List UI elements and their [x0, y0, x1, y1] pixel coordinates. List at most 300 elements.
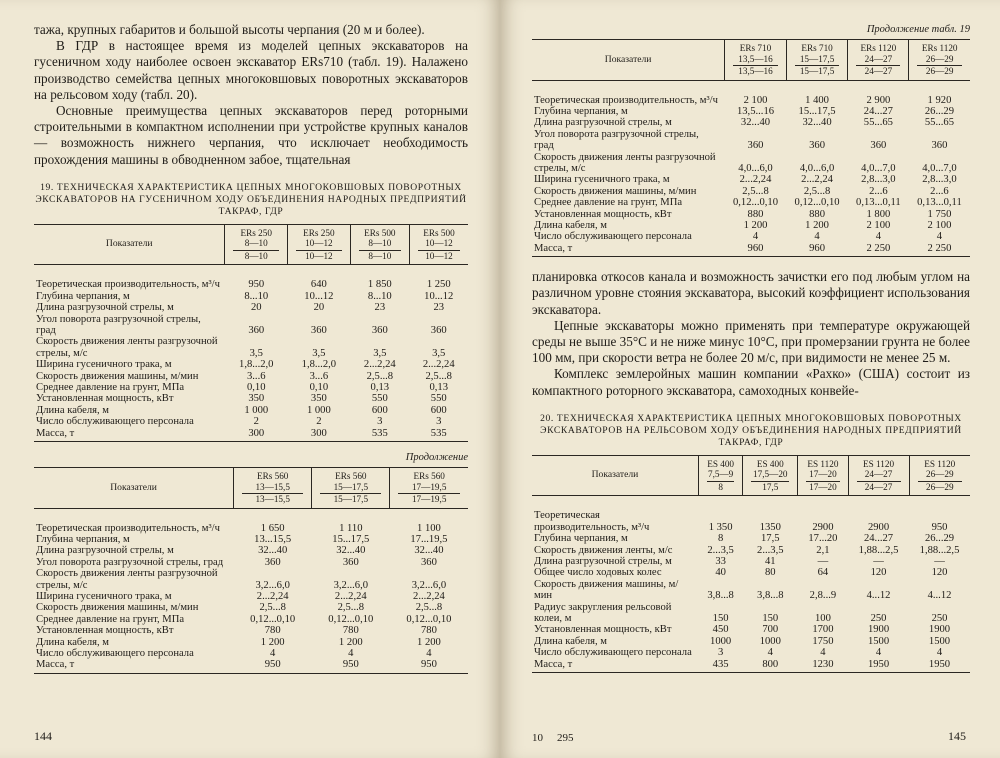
table-row	[34, 416, 468, 427]
cell-value: 4	[348, 647, 354, 659]
cell-value: 3,5	[432, 347, 446, 359]
row-label: Установленная мощность, кВт	[534, 208, 672, 220]
cell-value: 780	[420, 625, 437, 637]
cell-value: 1 200	[338, 636, 363, 648]
column-header	[909, 455, 970, 496]
table-row	[532, 152, 970, 175]
column-range-bottom: 24—27	[864, 66, 893, 76]
cell-value: 1 650	[260, 522, 285, 534]
cell-value: 0,13	[370, 381, 390, 393]
cell-value: 1 000	[244, 404, 269, 416]
cell-value: 250	[870, 612, 887, 624]
cell-value: 2 100	[866, 219, 891, 231]
row-label: Ширина гусеничного трака, м	[534, 174, 670, 186]
cell-value: 3,8...8	[757, 590, 784, 602]
column-model: ERs 560	[413, 471, 445, 482]
cell-value: 17...20	[808, 533, 838, 545]
column-header	[848, 40, 909, 81]
cell-value: 4...12	[866, 590, 891, 602]
cell-value: 150	[712, 612, 729, 624]
cell-value: 2...2,24	[801, 174, 833, 186]
cell-value: 2 900	[866, 94, 891, 106]
column-range-bottom: 26—29	[925, 66, 954, 76]
cell-value: 40	[715, 567, 726, 579]
table-row	[34, 302, 468, 313]
table-row	[532, 636, 970, 647]
column-range-top: 10—12	[425, 238, 453, 249]
row-label: Глубина черпания, м	[36, 533, 130, 545]
table-row	[532, 602, 970, 625]
table-row	[532, 545, 970, 556]
cell-value: 1,88...2,5	[919, 544, 960, 556]
table-20-caption: 20. ТЕХНИЧЕСКАЯ ХАРАКТЕРИСТИКА ЦЕПНЫХ МНОГОКОВШОВЫХ ПОВОРОТНЫХ ЭКСКАВАТОРОВ НА РЕЛЬСОВОМ ХОДУ ОБЪЕДИНЕНИЯ НАРОДНЫХ ПРЕДПРИЯТИЙ ТАКРАФ, ГДР	[540, 412, 962, 448]
column-range-top: 26—29	[925, 469, 954, 480]
cell-value: 3...6	[246, 370, 266, 382]
cell-value: 360	[264, 556, 281, 568]
column-range-top: 26—29	[925, 53, 954, 64]
cell-value: 360	[248, 324, 265, 336]
table-row	[34, 614, 468, 625]
cell-value: 23	[374, 302, 386, 314]
column-model: ERs 1120	[921, 43, 958, 53]
cell-value: 1350	[759, 521, 781, 533]
table-row	[532, 647, 970, 658]
cell-value: 100	[814, 612, 831, 624]
column-header	[798, 455, 848, 496]
column-header	[312, 468, 390, 509]
row-label: Скорость движения машины, м/мин	[36, 602, 199, 614]
cell-value: 550	[371, 393, 388, 405]
cell-value: 1 920	[927, 94, 952, 106]
column-range-bottom: 15—17,5	[333, 494, 369, 505]
row-label: Масса, т	[34, 428, 225, 442]
cell-value: 150	[762, 612, 779, 624]
cell-value: 13,5...16	[736, 105, 775, 117]
cell-value: 1900	[867, 624, 890, 636]
cell-value: 8...10	[367, 290, 392, 302]
column-model: ES 1120	[807, 458, 839, 469]
right-paragraph-1: планировка откосов канала и возможность зачистки его под любым углом на различном уровне стояния экскаватора, высокий коэффициент использования экскаватора.	[532, 269, 970, 317]
cell-value: 24...27	[863, 105, 893, 117]
cell-value: 3,5	[249, 347, 263, 359]
cell-value: 1 350	[708, 521, 733, 533]
cell-value: 2,5...8	[415, 602, 443, 614]
cell-value: 4	[270, 647, 276, 659]
column-header	[909, 40, 970, 81]
cell-value: 360	[310, 324, 327, 336]
row-label: Установленная мощность, кВт	[36, 625, 174, 637]
cell-value: 0,12...0,10	[328, 613, 374, 625]
cell-value: 435	[698, 659, 742, 673]
cell-value: 120	[870, 567, 887, 579]
cell-value: 17...19,5	[410, 533, 448, 545]
table-row	[532, 556, 970, 567]
column-range-top: 13,5—16	[738, 53, 773, 64]
cell-value: 4	[875, 231, 882, 243]
row-label: Установленная мощность, кВт	[534, 624, 672, 636]
cell-value: 3,2...6,0	[255, 579, 290, 591]
table-row	[532, 231, 970, 242]
row-label: Среднее давление на грунт, МПа	[36, 613, 185, 625]
column-model: ES 1120	[924, 458, 956, 469]
table-row	[532, 186, 970, 197]
indicator-header: Показатели	[34, 224, 225, 265]
row-label: Длина кабеля, м	[534, 635, 608, 647]
cell-value: 1 250	[426, 279, 451, 291]
cell-value: 4	[875, 647, 882, 659]
column-range-bottom: 8—10	[368, 250, 392, 261]
table-row	[34, 405, 468, 416]
column-range-bottom: 13,5—16	[738, 66, 773, 76]
cell-value: —	[873, 555, 884, 567]
cell-value: 0,10	[309, 381, 329, 393]
cell-value: 960	[725, 243, 787, 257]
left-paragraph-2: В ГДР в настоящее время из моделей цепных экскаваторов на гусеничном ходу наиболее освоен экскаватор ERs710 (табл. 19). Налажено производство семейства цепных многоковшовых поворотных экскаваторов на рельсовом ходу (табл. 20).	[34, 38, 468, 102]
table-19-continuation-header: Продолжение табл. 19	[866, 24, 970, 35]
cell-value: 1,8...2,0	[301, 359, 337, 371]
cell-value: 880	[747, 208, 764, 220]
column-range-top: 13—15,5	[255, 481, 290, 492]
column-model: ERs 500	[423, 227, 455, 238]
cell-value: 10...12	[304, 290, 334, 302]
cell-value: 800	[743, 659, 798, 673]
column-model: ERs 560	[256, 471, 289, 482]
table-row	[532, 174, 970, 185]
cell-value: 3	[717, 647, 724, 659]
table-row	[532, 533, 970, 544]
row-label: Глубина черпания, м	[36, 290, 130, 302]
column-range-bottom: 10—12	[305, 250, 333, 261]
table-19-continued	[34, 467, 468, 674]
cell-value: 1000	[710, 635, 732, 647]
left-paragraph-3: Основные преимущества цепных экскаваторов перед роторными строительными в компактном исполнении при устройстве крупных каналов — возможность нижнего черпания, что исключает необходимость прохождения машины в обводненном забое, тщательная	[34, 103, 468, 167]
cell-value: 1 400	[805, 94, 829, 106]
row-label: Скорость движения ленты разгрузочной стрелы, м/с	[36, 336, 218, 359]
column-range-top: 17—19,5	[411, 481, 447, 492]
cell-value: 0,12...0,10	[250, 613, 296, 625]
table-row	[34, 314, 468, 337]
cell-value: 1 200	[417, 636, 441, 648]
row-label: Число обслуживающего персонала	[36, 416, 194, 428]
cell-value: 950	[390, 659, 468, 673]
cell-value: 2 100	[927, 219, 952, 231]
row-label: Среднее давление на грунт, МПа	[36, 381, 185, 393]
cell-value: 1 200	[743, 219, 768, 231]
cell-value: 1 200	[260, 636, 285, 648]
cell-value: 535	[409, 428, 468, 442]
cell-value: 4	[814, 231, 820, 243]
row-label: Длина разгрузочной стрелы, м	[534, 555, 672, 567]
row-label: Теоретическая производительность, м³/ч	[534, 94, 718, 106]
cell-value: 64	[817, 567, 829, 579]
cell-value: 1500	[867, 635, 890, 647]
column-model: ERs 1120	[860, 43, 897, 53]
cell-value: 780	[264, 625, 281, 637]
cell-value: 950	[248, 279, 265, 291]
cell-value: 0,12...0,10	[406, 613, 452, 625]
column-header	[225, 224, 288, 265]
row-label: Теоретическая производительность, м³/ч	[36, 522, 220, 534]
right-paragraph-3: Комплекс землеройных машин компании «Рахко» (США) состоит из компактного роторного экскаватора, самоходных конвейе-	[532, 366, 970, 398]
cell-value: 360	[342, 556, 359, 568]
cell-value: 3	[436, 416, 442, 428]
cell-value: 33	[715, 555, 726, 567]
column-header	[390, 468, 468, 509]
cell-value: 2900	[812, 521, 834, 533]
row-label: Общее число ходовых колес	[534, 567, 662, 579]
column-range-bottom: 26—29	[925, 481, 954, 492]
row-label: Скорость движения ленты разгрузочной стрелы, м/с	[36, 568, 218, 591]
column-range-bottom: 15—17,5	[799, 66, 835, 76]
column-model: ERs 710	[801, 43, 833, 53]
cell-value: 4,0...6,0	[799, 162, 835, 174]
cell-value: 4	[936, 231, 943, 243]
cell-value: 2...2,24	[256, 590, 289, 602]
cell-value: —	[934, 555, 945, 567]
row-label: Среднее давление на грунт, МПа	[534, 197, 683, 209]
cell-value: 2,5...8	[742, 185, 769, 197]
cell-value: 1,8...2,0	[239, 359, 274, 371]
left-paragraph-1: тажа, крупных габаритов и большой высоты черпания (20 м и более).	[34, 22, 425, 37]
row-label: Масса, т	[532, 243, 725, 257]
column-header	[698, 455, 742, 496]
table-row	[34, 534, 468, 545]
cell-value: 600	[371, 404, 388, 416]
table-row	[532, 220, 970, 231]
column-range-top: 15—17,5	[333, 481, 369, 492]
column-range-bottom: 17—20	[809, 481, 837, 492]
cell-value: 1900	[928, 624, 951, 636]
cell-value: 32...40	[258, 545, 288, 557]
cell-value: 2,5...8	[337, 602, 365, 614]
row-label: Скорость движения ленты, м/с	[534, 544, 673, 556]
cell-value: 26...29	[924, 105, 955, 117]
cell-value: 3,2...6,0	[333, 579, 369, 591]
row-label: Число обслуживающего персонала	[534, 647, 692, 659]
column-header	[725, 40, 787, 81]
column-model: ERs 560	[335, 471, 367, 482]
printer-signature	[532, 732, 588, 744]
cell-value: 13...15,5	[254, 533, 292, 545]
cell-value: 700	[762, 624, 779, 636]
right-paragraph-2: Цепные экскаваторы можно применять при температуре окружающей среды не выше 35°С и не ниже минус 10°С, при промерзании грунта не более 100 мм, при скорости ветра не более 20 м/с, при видимости не менее 25 м.	[532, 317, 970, 366]
row-label: Длина разгрузочной стрелы, м	[36, 302, 174, 314]
cell-value: 0,12...0,10	[732, 197, 779, 209]
cell-value: 1 850	[367, 279, 392, 291]
cell-value: 0,13	[429, 381, 448, 393]
cell-value: 360	[870, 140, 887, 152]
cell-value: 2,1	[816, 544, 830, 556]
column-model: ERs 250	[303, 227, 335, 238]
table-row	[34, 508, 468, 534]
cell-value: 2,5...8	[803, 185, 831, 197]
row-label: Радиус закругления рельсовой колеи, м	[534, 601, 672, 624]
cell-value: 41	[764, 555, 776, 567]
column-range-bottom: 8—10	[244, 250, 268, 261]
cell-value: 26...29	[924, 533, 955, 545]
cell-value: 350	[248, 393, 265, 405]
table-row	[34, 602, 468, 613]
cell-value: 2 100	[743, 94, 768, 106]
cell-value: 2...3,5	[757, 544, 784, 556]
table-row	[532, 496, 970, 533]
cell-value: 4	[820, 647, 826, 659]
cell-value: 55...65	[924, 117, 955, 129]
cell-value: 2...2,24	[363, 359, 396, 371]
cell-value: 4,0...7,0	[922, 162, 957, 174]
cell-value: 1 800	[866, 208, 891, 220]
cell-value: 1 750	[927, 208, 952, 220]
signature-code: 295	[557, 732, 574, 744]
row-label: Теоретическая производительность, м³/ч	[534, 510, 650, 533]
table-row	[34, 545, 468, 556]
table-row	[34, 428, 468, 442]
cell-value: 0,13...0,11	[856, 197, 901, 209]
row-label: Угол поворота разгрузочной стрелы, град	[36, 556, 224, 568]
cell-value: 32...40	[414, 545, 444, 557]
table-row	[34, 659, 468, 673]
cell-value: 3,8...8	[707, 590, 734, 602]
cell-value: 2...2,24	[739, 174, 772, 186]
cell-value: 2	[253, 416, 259, 428]
cell-value: 2...2,24	[422, 359, 455, 371]
cell-value: 360	[809, 140, 825, 152]
page-number-left: 144	[34, 729, 52, 743]
cell-value: 15...17,5	[332, 533, 370, 545]
cell-value: 4	[767, 647, 773, 659]
cell-value: 4,0...7,0	[861, 162, 896, 174]
cell-value: 2...2,24	[413, 590, 445, 602]
row-label: Масса, т	[532, 659, 698, 673]
row-label: Длина разгрузочной стрелы, м	[534, 117, 672, 129]
cell-value: 450	[712, 624, 729, 636]
row-label: Скорость движения машины, м/мин	[36, 370, 199, 382]
cell-value: 1750	[812, 635, 834, 647]
cell-value: 24...27	[863, 533, 894, 545]
table-row	[34, 382, 468, 393]
cell-value: 0,10	[246, 381, 266, 393]
column-header	[288, 224, 351, 265]
column-model: ES 400	[707, 458, 735, 469]
table-row	[532, 197, 970, 208]
row-label: Число обслуживающего персонала	[534, 231, 692, 243]
cell-value: 1 100	[417, 522, 441, 534]
row-label: Длина кабеля, м	[36, 404, 110, 416]
row-label: Число обслуживающего персонала	[36, 647, 194, 659]
column-range-bottom: 10—12	[425, 250, 453, 261]
cell-value: 10...12	[424, 290, 454, 302]
cell-value: 950	[312, 659, 390, 673]
column-range-top: 8—10	[244, 238, 268, 249]
cell-value: 17,5	[761, 533, 780, 545]
cell-value: 3,2...6,0	[411, 579, 447, 591]
column-range-bottom: 17—19,5	[411, 494, 447, 505]
cell-value: 23	[433, 302, 445, 314]
cell-value: 2900	[867, 521, 890, 533]
cell-value: 0,13...0,11	[917, 197, 962, 209]
table-19	[34, 224, 468, 442]
table-row	[532, 624, 970, 635]
table-row	[34, 625, 468, 636]
cell-value: 1230	[798, 659, 848, 673]
cell-value: 2,8...9	[809, 590, 837, 602]
cell-value: 1950	[909, 659, 970, 673]
row-label: Угол поворота разгрузочной стрелы, град	[534, 128, 699, 152]
cell-value: 2,5...8	[366, 370, 394, 382]
cell-value: 2...6	[869, 185, 888, 197]
column-range-top: 17,5—20	[753, 469, 788, 480]
table-19-continuation-label: Продолжение	[405, 452, 468, 464]
row-label: Длина кабеля, м	[534, 219, 608, 231]
cell-value: 535	[350, 428, 409, 442]
table-row	[34, 557, 468, 568]
table-row	[532, 117, 970, 128]
table-row	[34, 637, 468, 648]
cell-value: 80	[764, 567, 776, 579]
cell-value: 360	[747, 140, 764, 152]
cell-value: —	[817, 555, 829, 567]
cell-value: 8	[717, 533, 724, 545]
cell-value: 360	[430, 324, 447, 336]
column-range-bottom: 17,5	[762, 481, 779, 492]
row-label: Ширина гусеничного трака, м	[36, 590, 172, 602]
column-range-top: 10—12	[305, 238, 333, 249]
cell-value: 32...40	[336, 545, 366, 557]
table-row	[532, 80, 970, 106]
cell-value: 8...10	[244, 290, 269, 302]
column-header	[743, 455, 798, 496]
indicator-header: Показатели	[532, 455, 698, 496]
cell-value: 1 110	[339, 522, 363, 534]
cell-value: 3,5	[373, 347, 387, 359]
table-row	[34, 648, 468, 659]
indicator-header: Показатели	[532, 40, 725, 81]
column-range-top: 24—27	[864, 53, 893, 64]
table-row	[532, 567, 970, 578]
column-header	[234, 468, 312, 509]
cell-value: 550	[430, 393, 447, 405]
cell-value: 0,12...0,10	[794, 197, 840, 209]
cell-value: 2 250	[848, 243, 909, 257]
row-label: Глубина черпания, м	[534, 533, 628, 545]
table-row	[532, 579, 970, 602]
column-range-top: 8—10	[368, 238, 392, 249]
row-label: Глубина черпания, м	[534, 105, 628, 117]
cell-value: 360	[931, 140, 948, 152]
table-row	[34, 393, 468, 404]
cell-value: 2 250	[909, 243, 970, 257]
cell-value: 1950	[848, 659, 909, 673]
column-range-bottom: 24—27	[864, 481, 893, 492]
cell-value: 32...40	[802, 117, 832, 129]
cell-value: 350	[310, 393, 327, 405]
table-20	[532, 455, 970, 673]
table-row	[34, 591, 468, 602]
table-row	[34, 568, 468, 591]
table-row	[34, 291, 468, 302]
column-range-bottom: 8	[718, 481, 723, 492]
row-label: Угол поворота разгрузочной стрелы, град	[36, 313, 201, 336]
cell-value: 20	[250, 302, 262, 314]
table-row	[532, 659, 970, 673]
table-19-caption: 19. ТЕХНИЧЕСКАЯ ХАРАКТЕРИСТИКА ЦЕПНЫХ МНОГОКОВШОВЫХ ПОВОРОТНЫХ ЭКСКАВАТОРОВ НА ГУСЕНИЧНОМ ХОДУ ОБЪЕДИНЕНИЯ НАРОДНЫХ ПРЕДПРИЯТИЙ ТАКРАФ, ГДР	[35, 181, 467, 217]
cell-value: 950	[234, 659, 312, 673]
row-label: Длина кабеля, м	[36, 636, 110, 648]
cell-value: 55...65	[863, 117, 893, 129]
cell-value: 360	[371, 324, 388, 336]
row-label: Скорость движения машины, м/мин	[534, 578, 679, 602]
column-model: ERs 500	[364, 227, 396, 238]
